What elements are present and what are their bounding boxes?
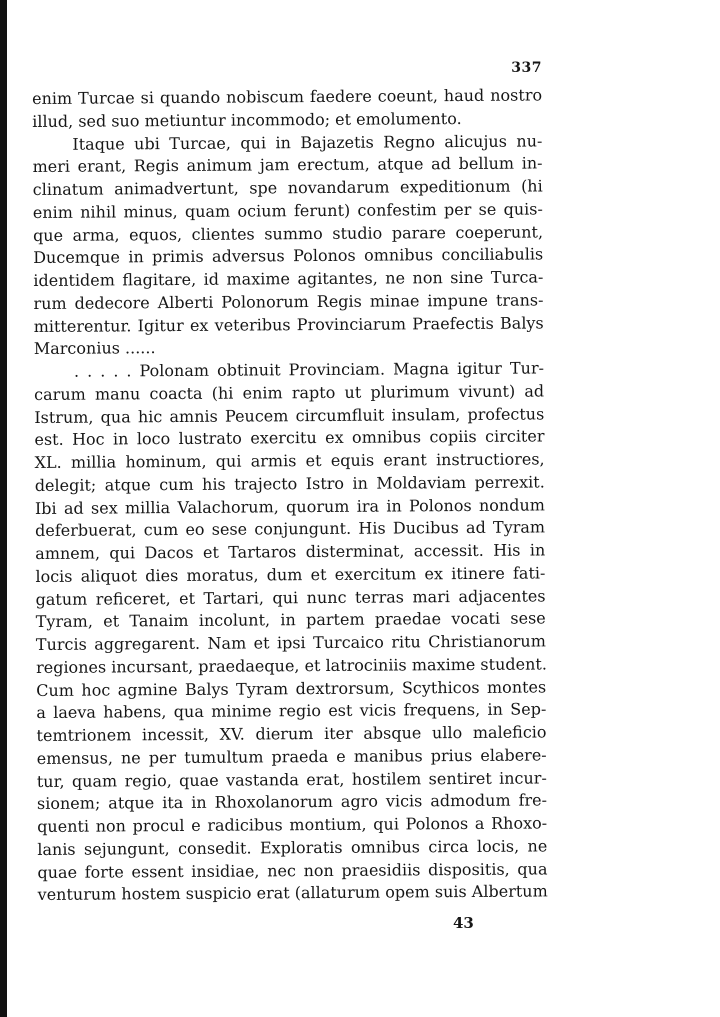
signature-mark: 43 — [453, 914, 474, 932]
text-line: meri erant, Regis animum jam erectum, atque ad bellum in- — [32, 153, 543, 177]
text-line: que arma, equos, clientes summo studio parare coeperunt, — [32, 221, 544, 245]
page-number: 337 — [511, 60, 542, 76]
text-line: Turcis aggregarent. Nam et ipsi Turcaico ritu Christianorum — [35, 631, 546, 654]
text-line: Cum hoc agmine Balys Tyram dextrorsum, Scythicos montes — [36, 676, 547, 700]
text-line: Itaque ubi Turcae, qui in Bajazetis Regno alicujus nu- — [72, 130, 543, 154]
text-line: Tyram, et Tanaim incolunt, in partem praedae vocati sese — [35, 608, 546, 632]
text-line: illud, sed suo metiuntur incommodo; et emolumento. — [32, 108, 462, 131]
text-line: temtrionem incessit, XV. dierum iter absque ullo maleficio — [36, 722, 547, 745]
text-line: carum manu coacta (hi enim rapto ut plurimum vivunt) ad — [34, 381, 545, 404]
text-line: delegit; atque cum his trajecto Istro in Moldaviam perrexit. — [34, 472, 545, 495]
text-line: Istrum, qua hic amnis Peucem circumfluit insulam, profectus — [34, 403, 545, 427]
text-line: XL. millia hominum, qui armis et equis erant instructiores, — [34, 449, 545, 472]
body-text — [32, 84, 548, 907]
text-line: Ibi ad sex millia Valachorum, quorum ira in Polonos nondum — [34, 494, 545, 518]
text-line: amnem, qui Dacos et Tartaros disterminat, accessit. His in — [35, 540, 546, 563]
text-line: deferbuerat, cum eo sese conjungunt. His Ducibus ad Tyram — [35, 517, 546, 541]
text-line: tur, quam regio, quae vastanda erat, hostilem sentiret incur- — [36, 767, 547, 791]
text-line: Marconius ...... — [33, 338, 156, 359]
text-line: clinatum animadvertunt, spe novandarum expeditionum (hi — [32, 176, 543, 199]
text-line: a laeva habens, qua minime regio est vicis frequens, in Sep- — [36, 699, 547, 723]
text-line: sionem; atque ita in Rhoxolanorum agro vicis admodum fre- — [36, 790, 548, 814]
text-line: venturum hostem suspicio erat (allaturum opem suis Albertum — [37, 881, 548, 905]
text-line: mitterentur. Igitur ex veteribus Provinciarum Praefectis Balys — [33, 312, 544, 336]
text-line: regiones incursant, praedaeque, et latrociniis maxime student. — [35, 654, 547, 677]
text-line: gatum reficeret, et Tartari, qui nunc terras mari adjacentes — [35, 585, 546, 609]
text-line: enim Turcae si quando nobiscum faedere coeunt, haud nostro — [32, 85, 543, 108]
page-edge-shadow — [0, 0, 7, 1017]
text-line: lanis sejungunt, consedit. Exploratis omnibus circa locis, ne — [37, 836, 548, 859]
text-line: quae forte essent insidiae, nec non praesidiis dispositis, qua — [37, 858, 548, 882]
text-line: rum dedecore Alberti Polonorum Regis minae impune trans- — [33, 290, 544, 313]
text-line: est. Hoc in loco lustrato exercitu ex omnibus copiis circiter — [34, 426, 545, 450]
text-line: locis aliquot dies moratus, dum et exercitum ex itinere fati- — [35, 563, 546, 586]
text-line: Ducemque in primis adversus Polonos omnibus conciliabulis — [33, 244, 544, 268]
text-line: quenti non procul e radicibus montium, qui Polonos a Rhoxo- — [37, 813, 548, 836]
text-line: identidem flagitare, id maxime agitantes, ne non sine Turca- — [33, 267, 544, 290]
text-line: . . . . . Polonam obtinuit Provinciam. Magna igitur Tur- — [73, 358, 545, 381]
text-line: enim nihil minus, quam ocium ferunt) confestim per se quis- — [32, 199, 543, 222]
text-line: emensus, ne per tumultum praeda e manibus prius elabere- — [36, 745, 547, 768]
